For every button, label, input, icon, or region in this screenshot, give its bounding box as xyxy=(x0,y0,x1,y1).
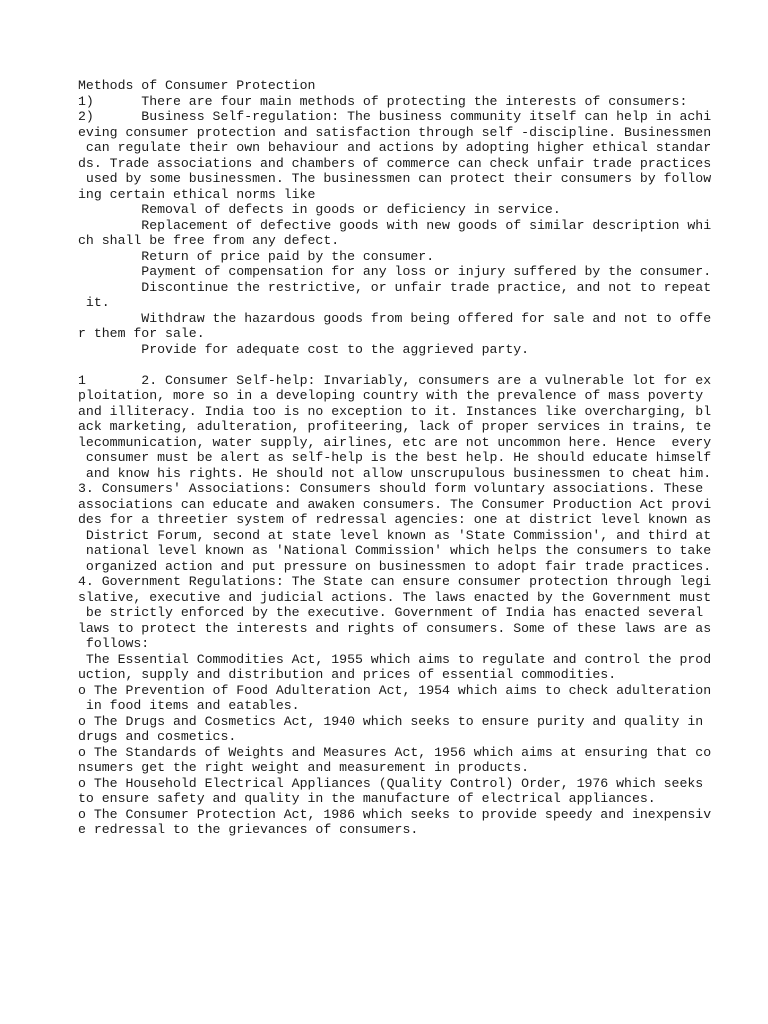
document-line: drugs and cosmetics. xyxy=(78,729,237,744)
document-line: ch shall be free from any defect. xyxy=(78,233,340,248)
document-line: laws to protect the interests and rights of consumers. Some of these laws are as xyxy=(78,620,712,636)
document-line: Provide for adequate cost to the aggrieved party. xyxy=(78,341,530,357)
document-line: r them for sale. xyxy=(78,326,205,341)
document-line: in food items and eatables. xyxy=(78,698,300,713)
document-line: uction, supply and distribution and prices of essential commodities. xyxy=(78,667,617,682)
document-line: Payment of compensation for any loss or injury suffered by the consumer. xyxy=(78,264,712,279)
document-line: o The Drugs and Cosmetics Act, 1940 which seeks to ensure purity and quality in xyxy=(78,713,704,729)
document-line: 2) Business Self-regulation: The business community itself can help in achi xyxy=(78,109,712,124)
document-line: it. xyxy=(78,295,110,310)
document-line: ds. Trade associations and chambers of commerce can check unfair trade practices xyxy=(78,155,712,171)
document-line: Discontinue the restrictive, or unfair trade practice, and not to repeat xyxy=(78,279,712,295)
document-line: Return of price paid by the consumer. xyxy=(78,248,435,264)
document-line: ploitation, more so in a developing country with the prevalence of mass poverty xyxy=(78,388,704,403)
document-line: organized action and put pressure on businessmen to adopt fair trade practices. xyxy=(78,558,712,574)
document-line: Withdraw the hazardous goods from being offered for sale and not to offe xyxy=(78,310,712,326)
document-line xyxy=(78,357,86,372)
document-line: The Essential Commodities Act, 1955 which aims to regulate and control the prod xyxy=(78,651,712,667)
document-line: follows: xyxy=(78,636,150,651)
document-line: used by some businessmen. The businessmen can protect their consumers by follow xyxy=(78,171,712,186)
document-line: 1 2. Consumer Self-help: Invariably, consumers are a vulnerable lot for ex xyxy=(78,372,712,388)
document-text xyxy=(78,78,768,838)
document-line: nsumers get the right weight and measurement in products. xyxy=(78,760,530,775)
document-line: lecommunication, water supply, airlines, etc are not uncommon here. Hence every xyxy=(78,434,712,450)
document-line: national level known as 'National Commission' which helps the consumers to take xyxy=(78,543,712,558)
document-line: and illiteracy. India too is no exception to it. Instances like overcharging, bl xyxy=(78,403,712,419)
document-line: ack marketing, adulteration, profiteering, lack of proper services in trains, te xyxy=(78,419,712,434)
document-line: eving consumer protection and satisfaction through self -discipline. Businessmen xyxy=(78,124,712,140)
document-line: e redressal to the grievances of consumers. xyxy=(78,822,419,837)
document-line: 3. Consumers' Associations: Consumers should form voluntary associations. These xyxy=(78,481,704,496)
document-line: Removal of defects in goods or deficiency in service. xyxy=(78,202,561,217)
document-line: consumer must be alert as self-help is the best help. He should educate himself xyxy=(78,450,712,465)
document-line: associations can educate and awaken consumers. The Consumer Production Act provi xyxy=(78,496,712,512)
document-line: o The Standards of Weights and Measures Act, 1956 which aims at ensuring that co xyxy=(78,744,712,760)
document-line: des for a threetier system of redressal agencies: one at district level known as xyxy=(78,512,712,527)
document-line: be strictly enforced by the executive. Government of India has enacted several xyxy=(78,605,704,620)
document-line: slative, executive and judicial actions. The laws enacted by the Government must xyxy=(78,589,712,605)
document-line: Methods of Consumer Protection xyxy=(78,78,316,93)
document-line: 1) There are four main methods of protecting the interests of consumers: xyxy=(78,93,688,109)
document-line: District Forum, second at state level known as 'State Commission', and third at xyxy=(78,527,712,543)
document-line: Replacement of defective goods with new goods of similar description whi xyxy=(78,217,712,233)
document-line: can regulate their own behaviour and actions by adopting higher ethical standar xyxy=(78,140,712,155)
document-line: and know his rights. He should not allow unscrupulous businessmen to cheat him. xyxy=(78,465,712,481)
document-line: to ensure safety and quality in the manufacture of electrical appliances. xyxy=(78,791,656,806)
document-line: o The Prevention of Food Adulteration Act, 1954 which aims to check adulteration xyxy=(78,682,712,698)
document-line: ing certain ethical norms like xyxy=(78,186,316,202)
document-line: o The Consumer Protection Act, 1986 which seeks to provide speedy and inexpensiv xyxy=(78,806,712,822)
document-line: 4. Government Regulations: The State can ensure consumer protection through legi xyxy=(78,574,712,589)
document-line: o The Household Electrical Appliances (Quality Control) Order, 1976 which seeks xyxy=(78,775,704,791)
